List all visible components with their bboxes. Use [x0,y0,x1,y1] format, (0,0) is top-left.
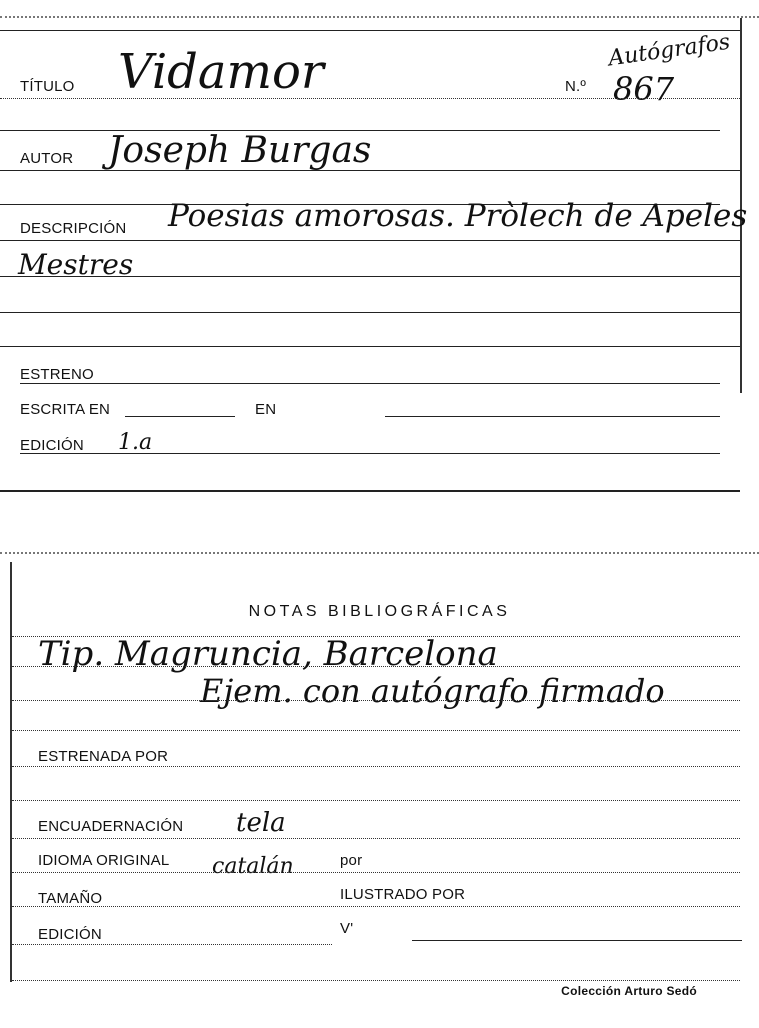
card-left-border [10,562,12,982]
estrenada-por-label: ESTRENADA POR [38,748,169,765]
rule [12,636,740,637]
rule [12,944,332,945]
v-label: V' [340,920,354,937]
escrita-en-label: ESCRITA EN [20,401,111,418]
rule [12,906,740,907]
encuadernacion-value: tela [236,808,286,838]
numero-label: N.º [565,78,587,95]
titulo-value: Vidamor [118,44,324,100]
card-top-edge [0,552,759,554]
descripcion-line-2: Mestres [18,248,134,281]
rule [0,98,740,99]
rule [0,240,740,241]
rule [412,940,742,941]
corner-note: Autógrafos [606,29,732,72]
rule [20,383,720,384]
rule [20,453,720,454]
catalog-card-bottom [0,540,759,1010]
notes-line-1: Tip. Magruncia, Barcelona [38,634,498,674]
collection-credit: Colección Arturo Sedó [561,984,697,998]
rule [0,276,740,277]
por-label: por [340,852,363,869]
autor-label: AUTOR [20,150,74,167]
encuadernacion-label: ENCUADERNACIÓN [38,818,184,835]
idioma-original-label: IDIOMA ORIGINAL [38,852,170,869]
card-top-edge [0,16,759,18]
rule [0,312,740,313]
numero-value: 867 [613,70,675,108]
edicion-bottom-label: EDICIÓN [38,926,102,943]
rule [12,800,740,801]
card-bottom-edge [0,490,740,492]
rule [12,730,740,731]
rule [385,416,720,417]
rule [12,872,740,873]
rule [12,700,740,701]
descripcion-line-1: Poesias amorosas. Pròlech de Apeles [168,198,748,234]
edicion-label: EDICIÓN [20,437,84,454]
ilustrado-por-label: ILUSTRADO POR [340,886,466,903]
idioma-original-value: catalán [212,854,294,879]
tamano-label: TAMAÑO [38,890,103,907]
notas-heading: NOTAS BIBLIOGRÁFICAS [248,603,511,620]
rule [12,838,740,839]
rule [12,980,740,981]
descripcion-label: DESCRIPCIÓN [20,220,127,237]
notes-line-2: Ejem. con autógrafo firmado [200,672,665,710]
estreno-label: ESTRENO [20,366,94,383]
edicion-value: 1.a [118,430,153,455]
rule [125,416,235,417]
rule [0,346,740,347]
catalog-card-top [0,0,759,495]
rule [12,666,740,667]
autor-value: Joseph Burgas [108,130,372,171]
rule [0,170,740,171]
en-label: EN [255,401,277,418]
rule [12,766,740,767]
titulo-label: TÍTULO [20,78,75,95]
rule [0,30,740,31]
